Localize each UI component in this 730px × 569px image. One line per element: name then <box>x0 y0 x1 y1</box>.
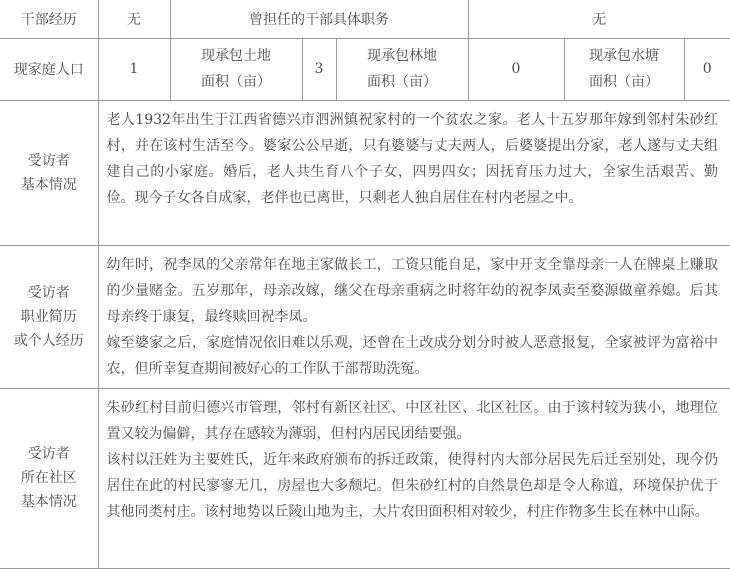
community-label-line3: 基本情况 <box>20 494 77 510</box>
cadre-duty-label: 曾担任的干部具体职务 <box>170 0 468 38</box>
cadre-experience-value: 无 <box>98 0 170 38</box>
community-paragraph-2: 该村以汪姓为主要姓氏，近年来政府颁布的拆迁政策，使得村内大部分居民先后迁至别处，现今仍居住在此的村民寥寥无几，房屋也大多颓圮。但朱砂红村的自然景色却是令人称道，环境保护优于其他同类村庄。该村地势以丘陵山地为主，大片农田面积相对较少，村庄作物多生长在林中山际。 <box>106 451 719 520</box>
pond-area-value: 0 <box>684 38 730 100</box>
forest-area-label-line1: 现承包林地 <box>367 48 437 64</box>
career-paragraph-2: 嫁至婆家之后，家庭情况依旧难以乐观，还曾在土改成分划分时被人恶意报复，全家被评为富裕中农，但所幸复查期间被好心的工作队干部帮助洗冤。 <box>106 334 719 377</box>
career-row <box>0 245 730 388</box>
community-paragraph-1: 朱砂红村目前归德兴市管理，邻村有新区社区、中区社区、北区社区。由于该村较为狭小，地理位置又较为偏僻，其存在感较为薄弱，但村内居民团结要强。 <box>106 399 719 442</box>
community-label <box>0 388 98 568</box>
basic-info-text <box>98 100 730 245</box>
basic-info-row <box>0 100 730 245</box>
career-label <box>0 245 98 388</box>
community-text <box>98 388 730 568</box>
farmland-area-value: 3 <box>302 38 336 100</box>
basic-info-label-line2: 基本情况 <box>20 176 77 193</box>
farmland-area-label-line2: 面积（亩） <box>201 74 271 90</box>
career-paragraph-1: 幼年时，祝李凤的父亲常年在地主家做长工，工资只能自足，家中开支全靠母亲一人在牌桌上赚取的少量赌金。五岁那年，母亲改嫁，继父在母亲重病之时将年幼的祝李凤卖至婺源做童养媳。后其母亲终于康复，最终赎回祝李凤。 <box>106 256 719 325</box>
basic-info-paragraph: 老人1932年出生于江西省德兴市泗洲镇祝家村的一个贫农之家。老人十五岁那年嫁到邻村朱砂红村，并在该村生活至今。婆家公公早逝，只有婆婆与丈夫两人，后婆婆提出分家，老人遂与丈夫组建自己的小家庭。婚后，老人共生育八个子女，四男四女；因抚育压力过大，全家生活艰苦、勤俭。现今子女各自成家，老伴也已离世，只剩老人独自居住在村内老屋之中。 <box>106 111 719 206</box>
household-row <box>0 38 730 100</box>
household-size-label: 现家庭人口 <box>0 38 98 100</box>
pond-area-label <box>564 38 684 100</box>
career-label-line2: 职业简历 <box>20 308 77 325</box>
community-label-line2: 所在社区 <box>20 470 77 486</box>
pond-area-label-line1: 现承包水塘 <box>589 48 659 64</box>
farmland-area-label <box>170 38 302 100</box>
cadre-duty-value: 无 <box>468 0 730 38</box>
cadre-row <box>0 0 730 38</box>
basic-info-label <box>0 100 98 245</box>
forest-area-value: 0 <box>468 38 564 100</box>
pond-area-label-line2: 面积（亩） <box>589 74 659 90</box>
community-label-line1: 受访者 <box>27 446 70 462</box>
cadre-experience-label: 干部经历 <box>0 0 98 38</box>
forest-area-label <box>336 38 468 100</box>
household-size-value: 1 <box>98 38 170 100</box>
farmland-area-label-line1: 现承包土地 <box>201 48 271 64</box>
basic-info-label-line1: 受访者 <box>27 152 70 169</box>
career-label-line1: 受访者 <box>27 284 70 301</box>
forest-area-label-line2: 面积（亩） <box>367 74 437 90</box>
career-text <box>98 245 730 388</box>
career-label-line3: 或个人经历 <box>13 332 84 349</box>
community-row <box>0 388 730 568</box>
